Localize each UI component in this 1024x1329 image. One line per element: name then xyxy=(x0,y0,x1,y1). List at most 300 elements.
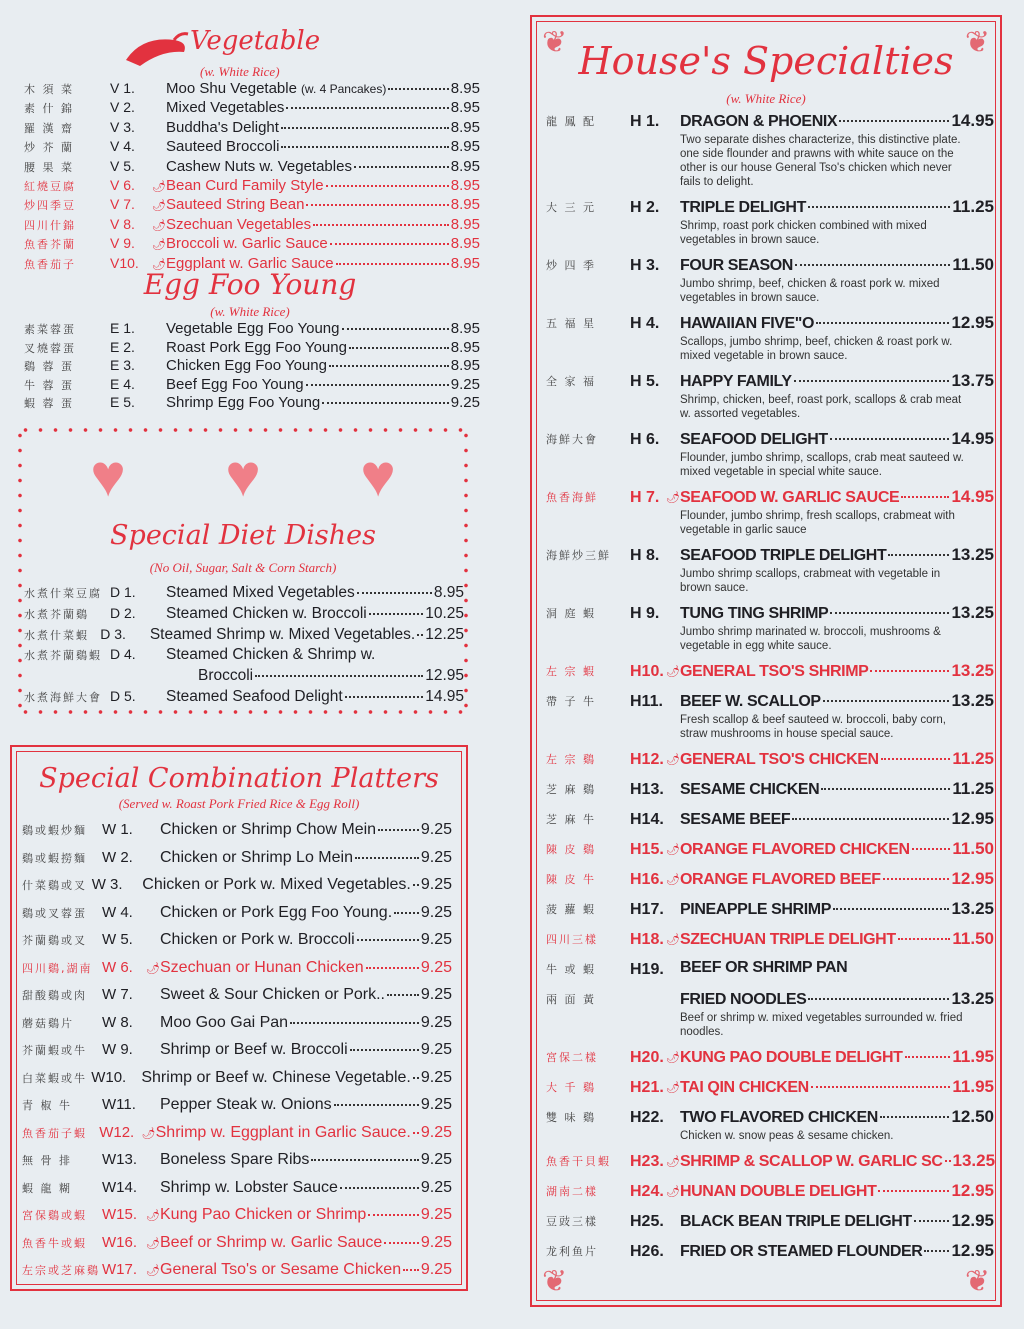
item-price: 8.95 xyxy=(450,338,480,356)
chili-pepper-icon: 🌶 xyxy=(152,219,166,232)
chinese-name: 陳 皮 牛 xyxy=(546,873,596,886)
chinese-name: 魚香芥蘭 xyxy=(24,238,76,252)
item-price: 9.25 xyxy=(420,1233,452,1251)
item-price: 9.25 xyxy=(420,958,452,976)
menu-item xyxy=(22,1234,452,1262)
item-code: W10. xyxy=(91,1068,127,1086)
menu-item xyxy=(546,545,994,595)
dot-leader xyxy=(833,908,949,910)
menu-item xyxy=(546,929,994,951)
spacer xyxy=(666,779,680,801)
menu-item xyxy=(24,235,480,254)
dot-leader xyxy=(313,224,449,226)
chili-pepper-icon: 🌶 xyxy=(146,1237,160,1250)
dot-leader xyxy=(342,328,449,330)
item-price: 8.95 xyxy=(450,118,480,136)
item-price: 11.50 xyxy=(952,255,994,274)
item-name: KUNG PAO DOUBLE DELIGHT xyxy=(680,1049,903,1066)
floral-ornament-icon: ❦ xyxy=(542,1265,568,1298)
item-body xyxy=(680,959,994,981)
house-specialties-box xyxy=(530,15,1002,1307)
item-code: V 7. xyxy=(110,196,135,213)
dot-leader xyxy=(811,1086,951,1088)
dot-leader xyxy=(329,365,449,367)
item-name: Chicken or Shrimp Chow Mein xyxy=(160,821,377,838)
item-code: V 9. xyxy=(110,235,135,252)
item-code: D 5. xyxy=(110,687,136,704)
menu-item xyxy=(546,255,994,305)
item-name: Szechuan Vegetables xyxy=(166,215,312,233)
item-description: Flounder, jumbo shrimp, scallops, crab meat sauteed w. mixed vegetable in special white sauce. xyxy=(680,452,964,478)
chili-pepper-icon: 🌶 xyxy=(152,200,166,213)
item-name: Broccoli xyxy=(198,667,254,685)
item-description: Jumbo shrimp marinated w. broccoli, mushrooms & vegetable in egg white sauce. xyxy=(680,626,941,652)
chinese-name: 四川什錦 xyxy=(24,218,76,232)
menu-item xyxy=(24,339,480,358)
item-name-line xyxy=(680,989,994,1011)
menu-item xyxy=(546,313,994,363)
item-name: Steamed Seafood Delight xyxy=(166,687,343,705)
item-name-line xyxy=(680,255,994,277)
dot-leader xyxy=(880,1116,950,1118)
item-body xyxy=(680,429,994,479)
item-price: 8.95 xyxy=(450,80,480,97)
item-name: ORANGE FLAVORED BEEF xyxy=(680,871,881,888)
item-code: H 9. xyxy=(630,605,660,622)
item-description: Shrimp, roast pork chicken combined with mixed vegetables in brown sauce. xyxy=(680,220,927,246)
item-body xyxy=(680,749,994,771)
item-body xyxy=(680,779,994,801)
chinese-name: 鷄或蝦炒麵 xyxy=(22,824,87,837)
spacer xyxy=(666,989,680,1039)
item-name-line xyxy=(680,959,994,981)
dot-leader xyxy=(830,438,950,440)
dot-leader xyxy=(905,1056,951,1058)
item-name-line xyxy=(680,929,994,951)
item-name: Steamed Chicken w. Broccoli xyxy=(166,604,367,622)
item-code: H16. xyxy=(630,871,664,888)
section-title: Vegetable xyxy=(190,26,321,56)
dot-leader xyxy=(355,857,419,859)
item-code: H11. xyxy=(630,693,663,710)
item-name: Cashew Nuts w. Vegetables xyxy=(166,157,352,175)
dot-leader xyxy=(823,700,950,702)
item-price: 9.25 xyxy=(450,375,480,393)
heart-icon: ♥ xyxy=(225,442,261,509)
item-name: Shrimp or Beef w. Broccoli xyxy=(160,1041,348,1058)
item-name: TAI QIN CHICKEN xyxy=(680,1079,809,1096)
item-price: 12.95 xyxy=(951,313,994,332)
item-name: Moo Goo Gai Pan xyxy=(160,1013,289,1031)
item-price: 8.95 xyxy=(450,254,480,272)
item-code: W14. xyxy=(102,1178,138,1196)
chili-pepper-icon: 🌶 xyxy=(152,239,166,252)
item-price: 11.25 xyxy=(952,197,994,216)
item-price: 13.25 xyxy=(951,899,994,918)
chinese-name: 芥蘭蝦或牛 xyxy=(22,1044,87,1057)
chinese-name: 宮保二樣 xyxy=(546,1051,598,1064)
item-name: Shrimp or Beef w. Chinese Vegetable. xyxy=(141,1068,411,1086)
item-price: 9.25 xyxy=(450,394,480,412)
item-name: Sweet & Sour Chicken or Pork.. xyxy=(160,986,385,1003)
menu-item xyxy=(22,1151,452,1179)
dot-leader xyxy=(281,127,449,129)
item-body xyxy=(680,1241,994,1263)
item-price: 9.25 xyxy=(420,931,452,948)
chinese-name: 五 福 星 xyxy=(546,317,596,330)
item-name: Boneless Spare Ribs xyxy=(160,1151,310,1168)
item-price: 14.95 xyxy=(951,487,994,506)
item-description: Chicken w. snow peas & sesame chicken. xyxy=(680,1130,894,1142)
menu-item xyxy=(24,158,480,177)
item-name: Beef Egg Foo Young xyxy=(166,375,304,393)
dot-leader xyxy=(388,88,448,90)
item-body xyxy=(680,371,994,421)
chinese-name: 鷄或蝦撈麵 xyxy=(22,851,87,865)
item-code: E 3. xyxy=(110,357,135,374)
floral-ornament-icon: ❦ xyxy=(542,26,568,59)
menu-item xyxy=(24,99,480,118)
item-code: H26. xyxy=(630,1243,664,1260)
item-price: 8.95 xyxy=(450,215,480,233)
menu-item xyxy=(546,1181,994,1203)
item-description: Fresh scallop & beef sauteed w. broccoli, baby corn, straw mushrooms in house special sauce. xyxy=(680,714,946,740)
spacer xyxy=(666,959,680,981)
item-code: W12. xyxy=(99,1123,135,1141)
dot-leader xyxy=(808,998,949,1000)
item-name-line xyxy=(680,603,994,625)
item-price: 11.25 xyxy=(952,749,994,768)
item-name: GENERAL TSO'S SHRIMP xyxy=(680,663,869,680)
item-price: 8.95 xyxy=(450,235,480,253)
item-code: D 2. xyxy=(110,604,136,621)
item-body xyxy=(680,1151,994,1173)
item-code: W 7. xyxy=(102,986,133,1003)
dot-leader xyxy=(368,1214,419,1216)
dot-leader xyxy=(878,1190,949,1192)
item-name: Chicken or Pork w. Mixed Vegetables. xyxy=(142,876,411,893)
menu-item xyxy=(546,809,994,831)
item-name: Shrimp w. Eggplant in Garlic Sauce. xyxy=(155,1123,411,1141)
dot-leader xyxy=(384,1242,419,1244)
chinese-name: 白菜蝦或牛 xyxy=(22,1071,87,1085)
menu-item xyxy=(24,646,464,667)
item-name: Broccoli w. Garlic Sauce xyxy=(166,235,328,253)
section-subtitle: (No Oil, Sugar, Salt & Corn Starch) xyxy=(149,560,337,575)
dot-leader xyxy=(349,347,449,349)
item-price: 8.95 xyxy=(450,176,480,194)
item-code: H24. xyxy=(630,1183,664,1200)
chinese-name: 蝦 龍 糊 xyxy=(22,1181,72,1195)
item-name: Steamed Shrimp w. Mixed Vegetables. xyxy=(149,625,416,643)
menu-item xyxy=(546,1211,994,1233)
dot-leader xyxy=(417,634,423,636)
item-code: W11. xyxy=(102,1096,136,1113)
chili-pepper-icon: 🌶 xyxy=(666,754,680,766)
item-code xyxy=(630,989,666,1039)
item-code: H 7. xyxy=(630,489,660,506)
chinese-name: 炒 芥 蘭 xyxy=(24,141,74,155)
menu-item xyxy=(22,821,452,849)
spacer xyxy=(666,1211,680,1233)
menu-item xyxy=(24,119,480,138)
item-name: Chicken Egg Foo Young xyxy=(166,357,327,375)
dotted-border xyxy=(18,428,468,432)
menu-item xyxy=(22,931,452,959)
chili-pepper-icon: 🌶 xyxy=(146,1210,160,1222)
item-price: 13.25 xyxy=(951,661,994,680)
menu-item xyxy=(22,1124,452,1152)
menu-item xyxy=(24,626,464,647)
chinese-name: 鷄或叉蓉蛋 xyxy=(22,906,87,920)
item-body xyxy=(680,1107,994,1143)
dot-leader xyxy=(808,206,950,208)
item-price: 13.25 xyxy=(951,989,994,1008)
item-price: 14.95 xyxy=(425,687,464,705)
chinese-name: 魚香海鮮 xyxy=(546,491,598,504)
item-code: H23. xyxy=(630,1153,664,1170)
chinese-name: 芝 麻 牛 xyxy=(546,813,596,826)
dot-leader xyxy=(311,1159,418,1161)
item-name-line xyxy=(680,779,994,801)
menu-item xyxy=(546,1077,994,1099)
chinese-name: 龙利鱼片 xyxy=(546,1245,598,1258)
item-price: 11.50 xyxy=(952,929,994,948)
chinese-name: 水煮芥蘭鷄蝦 xyxy=(24,649,102,663)
item-price: 12.95 xyxy=(951,1211,994,1230)
item-name: FRIED OR STEAMED FLOUNDER xyxy=(680,1243,923,1260)
item-name-line xyxy=(680,1241,994,1263)
item-code: H 8. xyxy=(630,547,660,564)
section-subtitle: (w. White Rice) xyxy=(210,304,290,319)
item-price: 13.25 xyxy=(951,545,994,564)
item-code: W 1. xyxy=(102,821,133,838)
item-price: 12.25 xyxy=(425,625,464,643)
item-price: 14.95 xyxy=(951,429,994,448)
dot-leader xyxy=(345,696,424,698)
chinese-name: 雙 味 鷄 xyxy=(546,1111,596,1124)
dot-leader xyxy=(357,592,432,594)
item-name: Eggplant w. Garlic Sauce xyxy=(166,254,334,272)
item-price: 9.25 xyxy=(420,1096,452,1113)
item-code: V 3. xyxy=(110,118,135,135)
floral-ornament-icon: ❦ xyxy=(964,26,990,59)
chinese-name: 腰 果 菜 xyxy=(24,160,74,174)
item-code: V 8. xyxy=(110,215,135,232)
item-body xyxy=(680,899,994,921)
spacer xyxy=(666,809,680,831)
item-code: H 1. xyxy=(630,113,660,130)
item-price: 8.95 xyxy=(450,357,480,375)
item-price: 8.95 xyxy=(450,138,480,156)
vegetable-header xyxy=(10,22,472,80)
chinese-name: 湖南二樣 xyxy=(546,1185,598,1198)
item-body xyxy=(680,929,994,951)
item-code: H10. xyxy=(630,663,664,680)
item-name: General Tso's or Sesame Chicken xyxy=(160,1261,402,1278)
chili-pepper-icon: 🌶 xyxy=(666,1156,680,1168)
menu-item xyxy=(22,1014,452,1042)
chinese-name: 什菜鷄或叉 xyxy=(22,879,87,892)
hearts-illustration xyxy=(78,442,408,509)
item-price: 13.25 xyxy=(952,1151,996,1170)
item-name: SESAME BEEF xyxy=(680,811,791,828)
chinese-name: 水煮海鮮大會 xyxy=(24,690,102,704)
dot-leader xyxy=(794,380,950,382)
item-code: H22. xyxy=(630,1109,664,1126)
item-name-line xyxy=(680,1151,994,1173)
chili-pepper-icon: 🌶 xyxy=(152,180,166,193)
item-price: 8.95 xyxy=(450,320,480,337)
menu-item xyxy=(546,959,994,981)
dot-leader xyxy=(369,613,423,615)
item-price: 12.95 xyxy=(951,809,994,828)
item-name: Beef or Shrimp w. Garlic Sauce xyxy=(160,1233,383,1251)
chili-pepper-icon: 🌶 xyxy=(666,1082,680,1094)
chinese-name: 炒四季豆 xyxy=(24,199,76,213)
item-price: 12.95 xyxy=(951,1241,994,1260)
item-code: H14. xyxy=(630,811,664,828)
item-code: H13. xyxy=(630,781,664,798)
menu-item xyxy=(546,1047,994,1069)
item-code: V 4. xyxy=(110,138,135,155)
dot-leader xyxy=(830,612,949,614)
item-name: SEAFOOD W. GARLIC SAUCE xyxy=(680,489,900,506)
menu-item xyxy=(546,779,994,801)
item-name-line xyxy=(680,111,994,133)
dot-leader xyxy=(387,994,419,996)
section-title: Egg Foo Young xyxy=(143,268,357,301)
item-price: 12.50 xyxy=(951,1107,994,1126)
item-description: Scallops, jumbo shrimp, beef, chicken & roast pork w. mixed vegetable in brown sauce. xyxy=(680,336,953,362)
item-code: H19. xyxy=(630,961,664,978)
item-name: DRAGON & PHOENIX xyxy=(680,113,838,130)
chinese-name: 紅燒豆腐 xyxy=(24,179,76,193)
item-code: W 6. xyxy=(102,958,133,976)
spacer xyxy=(666,1241,680,1263)
menu-item xyxy=(24,584,464,605)
dot-leader xyxy=(330,243,449,245)
chinese-name: 帶 子 牛 xyxy=(546,695,596,708)
dot-leader xyxy=(326,185,449,187)
chinese-name: 水煮芥蘭鷄 xyxy=(24,607,89,621)
item-name: SHRIMP & SCALLOP W. GARLIC SC xyxy=(680,1153,943,1170)
dot-leader xyxy=(350,1049,419,1051)
section-title: House's Specialties xyxy=(578,39,954,83)
dot-leader xyxy=(394,912,419,914)
chili-pepper-icon: 🌶 xyxy=(666,1186,680,1198)
chili-pepper-icon: 🌶 xyxy=(141,1127,156,1140)
dot-leader xyxy=(914,1220,950,1222)
item-price: 9.25 xyxy=(420,821,452,838)
item-note: (w. 4 Pancakes) xyxy=(300,82,387,96)
dot-leader xyxy=(281,146,448,148)
dot-leader xyxy=(901,496,949,498)
item-name: TWO FLAVORED CHICKEN xyxy=(680,1109,878,1126)
item-body xyxy=(680,545,994,595)
dot-leader xyxy=(290,1022,419,1024)
item-price: 9.25 xyxy=(420,1151,452,1168)
item-code: H15. xyxy=(630,841,664,858)
menu-item xyxy=(24,320,480,339)
item-name-line xyxy=(680,487,994,509)
menu-item xyxy=(24,177,480,196)
dot-leader xyxy=(816,322,949,324)
menu-item xyxy=(24,80,480,99)
item-name-line xyxy=(680,197,994,219)
item-name: TRIPLE DELIGHT xyxy=(680,199,806,216)
menu-item xyxy=(22,986,452,1014)
dot-leader xyxy=(839,120,949,122)
dot-leader xyxy=(413,1132,419,1134)
item-code: W16. xyxy=(102,1233,138,1251)
item-name-line xyxy=(680,1181,994,1203)
chinese-name: 左 宗 蝦 xyxy=(546,665,596,678)
menu-item-continued xyxy=(24,667,464,688)
section-subtitle: (w. White Rice) xyxy=(200,64,280,79)
menu-item xyxy=(546,1107,994,1143)
item-body xyxy=(680,839,994,861)
item-code: W15. xyxy=(102,1206,138,1223)
special-diet-list xyxy=(24,584,464,709)
chinese-name: 素 什 錦 xyxy=(24,102,74,116)
item-code: H 4. xyxy=(630,315,660,332)
item-price: 11.95 xyxy=(952,1077,994,1096)
floral-ornament-icon: ❦ xyxy=(964,1265,990,1298)
item-code: H18. xyxy=(630,931,664,948)
item-body xyxy=(680,989,994,1039)
section-subtitle: (Served w. Roast Pork Fried Rice & Egg Roll) xyxy=(118,796,360,811)
item-code: W 5. xyxy=(102,931,133,948)
menu-item xyxy=(546,661,994,683)
item-code: V 6. xyxy=(110,176,135,193)
item-code: H17. xyxy=(630,901,664,918)
section-title: Special Diet Dishes xyxy=(110,520,376,551)
item-code: W 4. xyxy=(102,903,133,921)
item-description: Beef or shrimp w. mixed vegetables surrounded w. fried noodles. xyxy=(680,1012,963,1038)
item-price: 9.25 xyxy=(420,903,452,921)
item-code: W17. xyxy=(102,1261,138,1278)
chinese-name: 魚香茄子蝦 xyxy=(22,1126,87,1140)
item-name: Moo Shu Vegetable xyxy=(166,80,297,97)
item-name-line xyxy=(680,661,994,683)
item-name: BEEF W. SCALLOP xyxy=(680,693,821,710)
item-body xyxy=(680,111,994,189)
item-price: 13.75 xyxy=(951,371,994,390)
menu-item xyxy=(546,429,994,479)
item-body xyxy=(680,1181,994,1203)
chinese-name: 芥蘭鷄或叉 xyxy=(22,934,87,947)
item-body xyxy=(680,487,994,537)
chinese-name: 牛 蓉 蛋 xyxy=(24,378,74,392)
item-name: Pepper Steak w. Onions xyxy=(160,1096,332,1113)
item-name: PINEAPPLE SHRIMP xyxy=(680,901,831,918)
item-name: BEEF OR SHRIMP PAN xyxy=(680,959,848,976)
item-code: H20. xyxy=(630,1049,664,1066)
dot-leader xyxy=(286,107,448,109)
item-code: D 1. xyxy=(110,584,136,600)
item-code: E 2. xyxy=(110,338,135,355)
menu-item xyxy=(546,487,994,537)
spacer xyxy=(666,691,680,741)
item-name-line xyxy=(680,869,994,891)
item-name: SZECHUAN TRIPLE DELIGHT xyxy=(680,931,896,948)
item-body xyxy=(680,661,994,683)
item-body xyxy=(680,197,994,247)
chili-pepper-icon: 🌶 xyxy=(152,258,166,271)
chinese-name: 甜酸鷄或肉 xyxy=(22,989,87,1002)
item-code: D 4. xyxy=(110,646,136,663)
